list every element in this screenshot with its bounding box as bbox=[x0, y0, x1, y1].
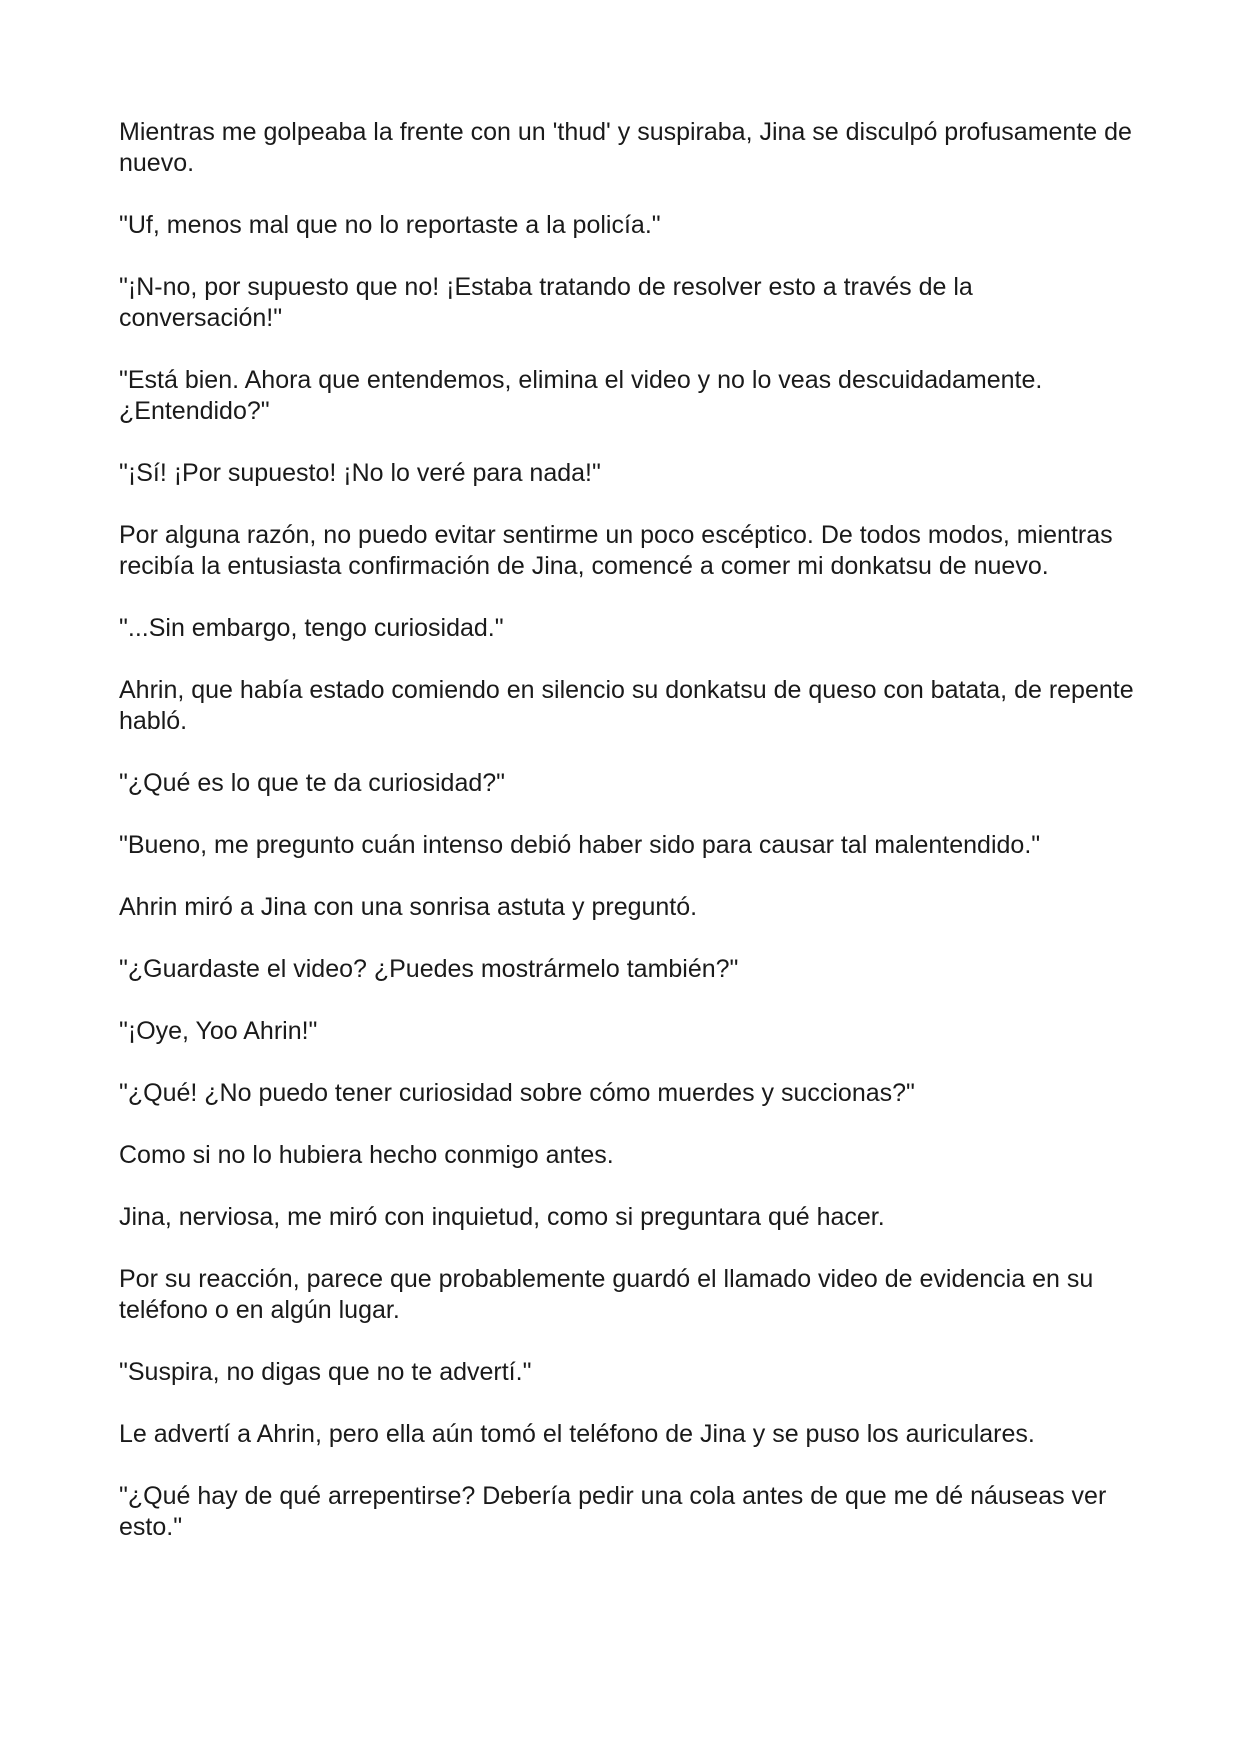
paragraph: Ahrin miró a Jina con una sonrisa astuta y preguntó. bbox=[119, 893, 698, 921]
paragraph: Como si no lo hubiera hecho conmigo antes. bbox=[119, 1141, 614, 1169]
paragraph: "¿Guardaste el video? ¿Puedes mostrármelo también?" bbox=[119, 955, 739, 983]
paragraph: Mientras me golpeaba la frente con un 'thud' y suspiraba, Jina se disculpó profusamente de nuevo. bbox=[119, 118, 1132, 177]
paragraph: Le advertí a Ahrin, pero ella aún tomó el teléfono de Jina y se puso los auriculares. bbox=[119, 1420, 1035, 1448]
paragraph: "¿Qué es lo que te da curiosidad?" bbox=[119, 769, 506, 797]
paragraph: "¿Qué! ¿No puedo tener curiosidad sobre cómo muerdes y succionas?" bbox=[119, 1079, 915, 1107]
paragraph: Jina, nerviosa, me miró con inquietud, como si preguntara qué hacer. bbox=[119, 1203, 885, 1231]
document-body bbox=[119, 117, 1139, 1574]
paragraph: "¿Qué hay de qué arrepentirse? Debería pedir una cola antes de que me dé náuseas ver esto." bbox=[119, 1482, 1107, 1541]
paragraph: Por alguna razón, no puedo evitar sentirme un poco escéptico. De todos modos, mientras recibía la entusiasta confirmación de Jina, comencé a comer mi donkatsu de nuevo. bbox=[119, 521, 1113, 580]
paragraph: "Suspira, no digas que no te advertí." bbox=[119, 1358, 532, 1386]
paragraph: Por su reacción, parece que probablemente guardó el llamado video de evidencia en su teléfono o en algún lugar. bbox=[119, 1265, 1094, 1324]
paragraph: "¡N-no, por supuesto que no! ¡Estaba tratando de resolver esto a través de la conversación!" bbox=[119, 273, 973, 332]
paragraph: "¡Sí! ¡Por supuesto! ¡No lo veré para nada!" bbox=[119, 459, 601, 487]
paragraph: "...Sin embargo, tengo curiosidad." bbox=[119, 614, 504, 642]
paragraph: "¡Oye, Yoo Ahrin!" bbox=[119, 1017, 318, 1045]
paragraph: Ahrin, que había estado comiendo en silencio su donkatsu de queso con batata, de repente habló. bbox=[119, 676, 1134, 735]
paragraph: "Está bien. Ahora que entendemos, elimina el video y no lo veas descuidadamente. ¿Entendido?" bbox=[119, 366, 1043, 425]
paragraph: "Bueno, me pregunto cuán intenso debió haber sido para causar tal malentendido." bbox=[119, 831, 1041, 859]
paragraph: "Uf, menos mal que no lo reportaste a la policía." bbox=[119, 211, 661, 239]
